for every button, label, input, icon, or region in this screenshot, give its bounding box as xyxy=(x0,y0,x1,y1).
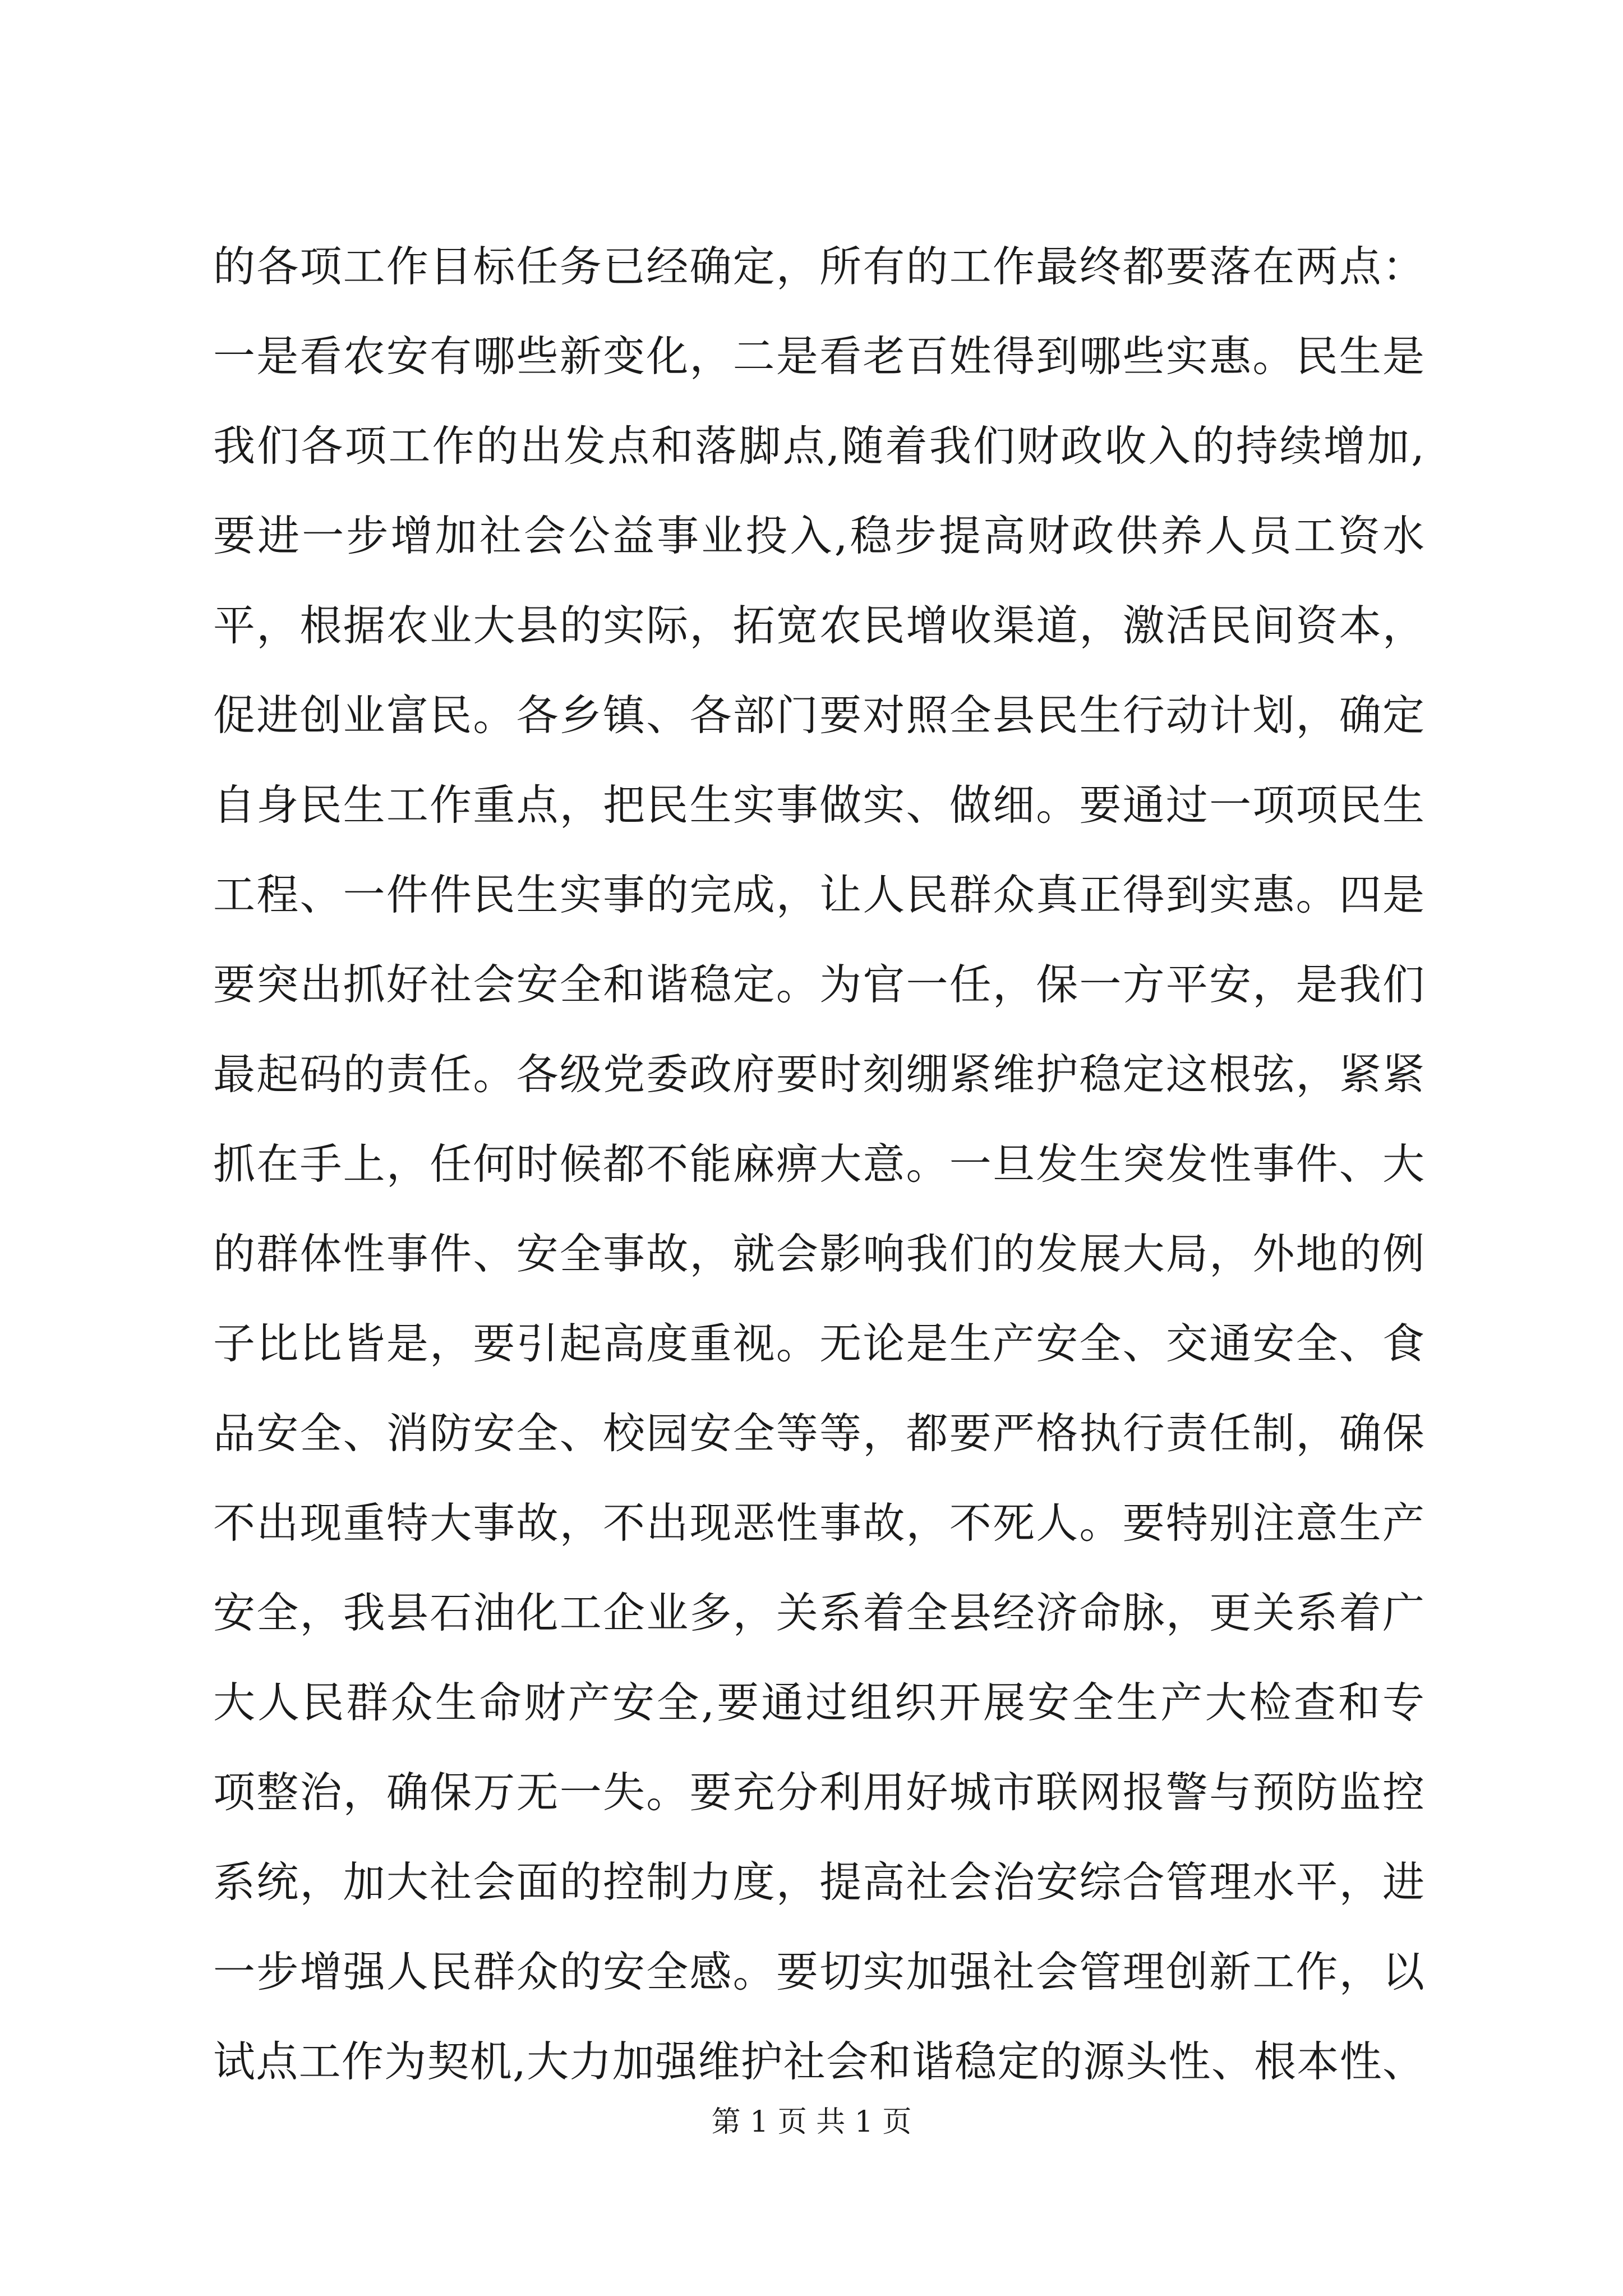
text-line: 我们各项工作的出发点和落脚点,随着我们财政收入的持续增加, xyxy=(213,421,1424,471)
text-line: 的群体性事件、安全事故，就会影响我们的发展大局，外地的例 xyxy=(213,1229,1424,1278)
text-line: 促进创业富民。各乡镇、各部门要对照全县民生行动计划，确定 xyxy=(213,691,1424,740)
page-number-footer: 第 1 页 共 1 页 xyxy=(711,2105,912,2139)
text-line: 不出现重特大事故，不出现恶性事故，不死人。要特别注意生产 xyxy=(213,1498,1424,1548)
text-line: 一步增强人民群众的安全感。要切实加强社会管理创新工作，以 xyxy=(213,1947,1424,1996)
text-line: 品安全、消防安全、校园安全等等，都要严格执行责任制，确保 xyxy=(213,1409,1424,1458)
text-line: 要进一步增加社会公益事业投入,稳步提高财政供养人员工资水 xyxy=(213,511,1424,560)
text-line: 要突出抓好社会安全和谐稳定。为官一任，保一方平安，是我们 xyxy=(213,960,1424,1009)
text-line: 子比比皆是，要引起高度重视。无论是生产安全、交通安全、食 xyxy=(213,1319,1424,1368)
text-line: 的各项工作目标任务已经确定，所有的工作最终都要落在两点： xyxy=(213,242,1424,291)
text-line: 抓在手上，任何时候都不能麻痹大意。一旦发生突发性事件、大 xyxy=(213,1139,1424,1189)
body-text xyxy=(213,222,1424,2106)
text-line: 大人民群众生命财产安全,要通过组织开展安全生产大检查和专 xyxy=(213,1678,1424,1727)
text-line: 试点工作为契机,大力加强维护社会和谐稳定的源头性、根本性、 xyxy=(213,2037,1424,2086)
text-line: 自身民生工作重点，把民生实事做实、做细。要通过一项项民生 xyxy=(213,780,1424,830)
text-line: 一是看农安有哪些新变化，二是看老百姓得到哪些实惠。民生是 xyxy=(213,332,1424,381)
text-line: 工程、一件件民生实事的完成，让人民群众真正得到实惠。四是 xyxy=(213,870,1424,919)
text-line: 安全，我县石油化工企业多，关系着全县经济命脉，更关系着广 xyxy=(213,1588,1424,1637)
text-line: 系统，加大社会面的控制力度，提高社会治安综合管理水平，进 xyxy=(213,1857,1424,1907)
text-line: 平，根据农业大县的实际，拓宽农民增收渠道，激活民间资本， xyxy=(213,601,1424,650)
text-line: 最起码的责任。各级党委政府要时刻绷紧维护稳定这根弦，紧紧 xyxy=(213,1050,1424,1099)
text-line: 项整治，确保万无一失。要充分利用好城市联网报警与预防监控 xyxy=(213,1768,1424,1817)
